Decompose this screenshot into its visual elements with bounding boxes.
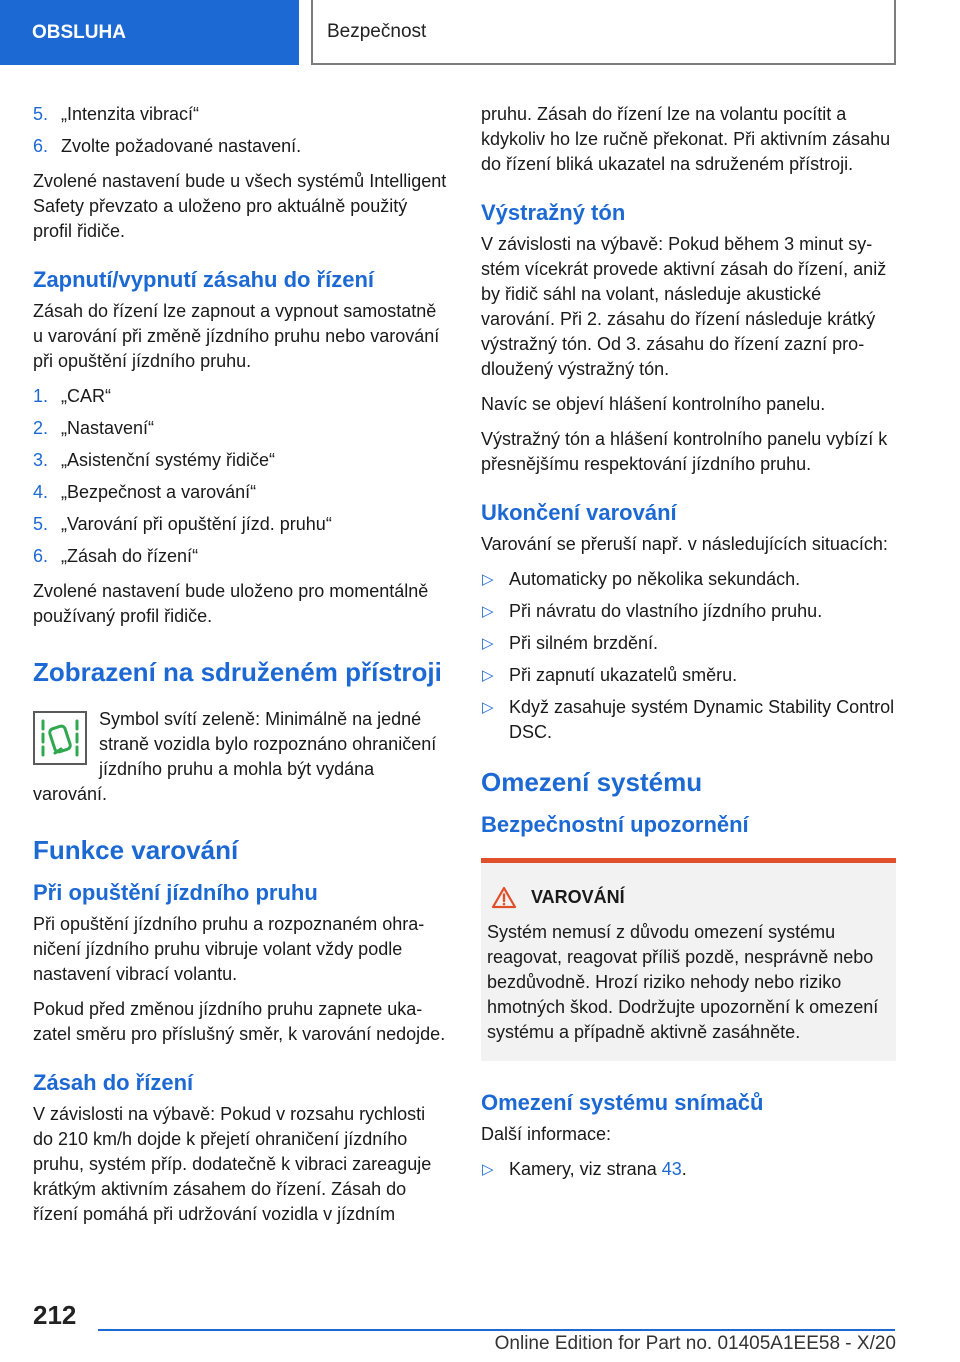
heading-warning-tone: Výstražný tón [481, 200, 626, 225]
triangle-bullet-icon: ▷ [482, 635, 494, 652]
bullet-list-info [481, 1157, 896, 1182]
list-number: 4. [33, 482, 49, 502]
paragraph: Varování se přeruší např. v následujících situacích: [481, 534, 888, 554]
section-label: OBSLUHA [32, 21, 126, 43]
paragraph: V závislosti na výbavě: Pokud v rozsahu rychlosti do 210 km/h dojde k přejetí ohraničení jízdního pruhu, systém příp. dodatečně k vibraci zareaguje krátkým aktivním zásahem do řízení. Zásah do řízení pomáhá při udržování vozidla v jízdním [33, 1104, 432, 1224]
list-item [33, 448, 448, 473]
list-text: Při silném brzdění. [509, 633, 659, 653]
list-text: Zvolte požadované nastavení. [61, 136, 302, 156]
paragraph: Zvolené nastavení bude uloženo pro momentálně používaný profil řidiče. [33, 581, 429, 626]
page-link[interactable]: 43 [661, 1159, 682, 1179]
symbol-description: Symbol svítí zeleně: Minimálně na jedné straně vozidla bylo rozpoznáno ohraničení jízdního pruhu a mohla být vydána varování. [33, 709, 437, 804]
paragraph: Při opuštění jízdního pruhu a rozpoznaném ohraničení jízdního pruhu vibruje volant vždy podle nastavení vibrací volantu. [33, 914, 425, 984]
chapter-title: Bezpečnost [327, 20, 427, 42]
list-text: Když zasahuje systém Dynamic Stability Control DSC. [509, 697, 895, 742]
list-text: „Varování při opuštění jízd. pruhu“ [61, 514, 332, 534]
list-text-end: . [681, 1159, 687, 1179]
list-text: Při zapnutí ukazatelů směru. [509, 665, 738, 685]
list-number: 6. [33, 546, 49, 566]
list-number: 5. [33, 104, 49, 124]
bullet-list-end-conditions [481, 567, 896, 745]
triangle-bullet-icon: ▷ [482, 667, 494, 684]
symbol-block [33, 707, 448, 807]
list-item [33, 134, 448, 159]
list-text: „Intenzita vibrací“ [61, 104, 200, 124]
warning-box [481, 858, 896, 1061]
list-text: Automaticky po několika sekundách. [509, 569, 801, 589]
lane-keeping-green-icon [33, 711, 87, 765]
paragraph: Pokud před změnou jízdního pruhu zapnete ukazatel směru pro příslušný směr, k varování nedojde. [33, 999, 446, 1044]
lane-keeping-green-icon-graphic [35, 713, 85, 763]
list-item [481, 663, 896, 688]
list-text: „Asistenční systémy řidiče“ [61, 450, 276, 470]
triangle-bullet-icon: ▷ [482, 571, 494, 588]
paragraph: Další informace: [481, 1124, 612, 1144]
heading-sensor-limits: Omezení systému snímačů [481, 1090, 764, 1115]
list-item [33, 416, 448, 441]
section-tab [0, 0, 299, 65]
list-text: „Nastavení“ [61, 418, 155, 438]
list-item [481, 567, 896, 592]
list-item [33, 480, 448, 505]
paragraph: Navíc se objeví hlášení kontrolního panelu. [481, 394, 826, 414]
left-column [33, 102, 448, 1237]
list-item [33, 102, 448, 127]
list-item [481, 631, 896, 656]
list-text: Kamery, viz strana [509, 1159, 662, 1179]
warning-text: Systém nemusí z důvodu omezení systému reagovat, reagovat příliš pozdě, nesprávně nebo bezdůvodně. Hrozí riziko nehody nebo riziko hmotných škod. Dodržujte upozornění k omezení systému a případně aktivně zasáhněte. [487, 922, 879, 1042]
list-text: „Bezpečnost a varování“ [61, 482, 257, 502]
numbered-list-a [33, 102, 448, 159]
numbered-list-b [33, 384, 448, 569]
triangle-bullet-icon: ▷ [482, 603, 494, 620]
paragraph: Zvolené nastavení bude u všech systémů Intelligent Safety převzato a uloženo pro aktuálně použitý profil řidiče. [33, 171, 447, 241]
chapter-title-box [311, 0, 896, 65]
list-number: 1. [33, 386, 49, 406]
warning-title: VAROVÁNÍ [531, 887, 625, 907]
page-number: 212 [33, 1300, 77, 1330]
heading-cluster-display: Zobrazení na sdruženém přístroji [33, 657, 442, 687]
list-text: „CAR“ [61, 386, 111, 406]
paragraph: Zásah do řízení lze zapnout a vypnout samostatně u varování při změně jízdního pruhu nebo varování při opuštění jízdního pruhu. [33, 301, 440, 371]
triangle-bullet-icon: ▷ [482, 699, 494, 716]
heading-steering-intervention: Zásah do řízení [33, 1070, 194, 1095]
list-item [33, 384, 448, 409]
list-text: Při návratu do vlastního jízdního pruhu. [509, 601, 823, 621]
heading-warning-function: Funkce varování [33, 835, 239, 865]
paragraph: V závislosti na výbavě: Pokud během 3 minut systém vícekrát provede aktivní zásah do řízení, aniž by řidič sáhl na volant, následuje akustické varování. Při 2. zásahu do řízení následuje krátký výstražný tón. Od 3. zásahu do řízení zazní prodloužený výstražný tón. [481, 234, 887, 379]
heading-warning-end: Ukončení varování [481, 500, 677, 525]
list-item [33, 512, 448, 537]
list-number: 5. [33, 514, 49, 534]
warning-triangle-icon [491, 886, 517, 909]
heading-system-limits: Omezení systému [481, 767, 703, 797]
heading-steering-toggle: Zapnutí/vypnutí zásahu do řízení [33, 267, 375, 292]
list-number: 2. [33, 418, 49, 438]
list-item [481, 1157, 896, 1182]
heading-safety-notice: Bezpečnostní upozornění [481, 812, 749, 837]
warning-header [487, 885, 888, 910]
list-number: 3. [33, 450, 49, 470]
paragraph: Výstražný tón a hlášení kontrolního panelu vybízí k přesnějšímu respektování jízdního pruhu. [481, 429, 888, 474]
footer-edition: Online Edition for Part no. 01405A1EE58 - X/20 [494, 1333, 896, 1354]
right-column [481, 102, 896, 1192]
triangle-bullet-icon: ▷ [482, 1161, 494, 1178]
list-text: „Zásah do řízení“ [61, 546, 199, 566]
heading-lane-departure: Při opuštění jízdního pruhu [33, 880, 318, 905]
list-item [481, 599, 896, 624]
list-item [33, 544, 448, 569]
list-number: 6. [33, 136, 49, 156]
paragraph: pruhu. Zásah do řízení lze na volantu pocítit a kdykoliv ho lze ručně překonat. Při aktivním zásahu do řízení bliká ukazatel na sdruženém přístroji. [481, 104, 891, 174]
list-item [481, 695, 896, 745]
footer-divider [98, 1329, 895, 1331]
